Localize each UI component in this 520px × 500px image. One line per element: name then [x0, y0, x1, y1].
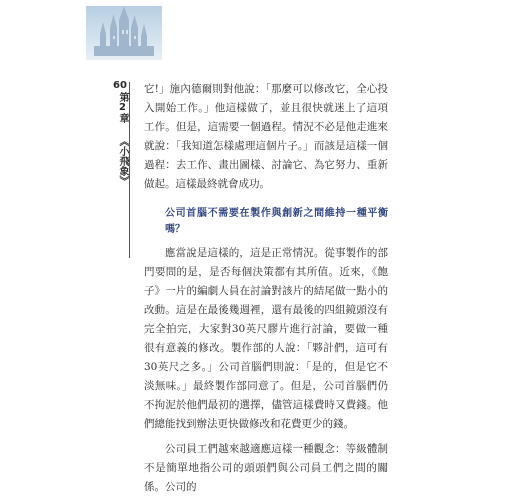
section-heading: 公司首腦不需要在製作與創新之間維持一種平衡嗎？ [165, 208, 388, 235]
castle-icon [86, 6, 162, 60]
page-body [144, 80, 388, 497]
paragraph: 公司員工們越來越適應這樣一種觀念：等級體制不是簡單地指公司的頭頭們與公司員工們之間的關係。公司的 [144, 443, 388, 493]
chapter-label: 第2章 [117, 92, 128, 123]
margin-rule [129, 82, 130, 258]
paragraph: 應當說是這樣的，這是正常情況。從事製作的部門要問的是，是否每個決策都有其所值。近來，《飽子》一片的編劇人員在討論對該片的結尾做一點小的改動。這是在最後幾週裡，還有最後的四組鏡頭沒有完全拍完，大家對30英尺膠片進行討論，要做一種很有意義的修改。製作部的人說：「夥計們，這可有30英尺之多。」公司首腦們則說：「是的，但是它不淡無味。」最終製作部同意了。但是，公司首腦們仍不拘泥於他們最初的選擇，儘管這樣費時又費錢。他們總能找到辦法更快做修改和花費更少的錢。 [144, 247, 388, 430]
paragraph: 它!」施內德爾則對他說：「那麼可以修改它，全心投入開始工作。」他這樣做了，並且很快就迷上了這項工作。但是，這需要一個過程。情況不必是他走進來就說：「我知道怎樣處理這個片子。」而該是這樣一個過程：去工作、畫出圖樣、討論它、為它努力、重新做起。這樣最終就會成功。 [144, 83, 388, 190]
book-title: 《小飛象》 [117, 136, 128, 186]
page-number: 60 [113, 80, 127, 91]
